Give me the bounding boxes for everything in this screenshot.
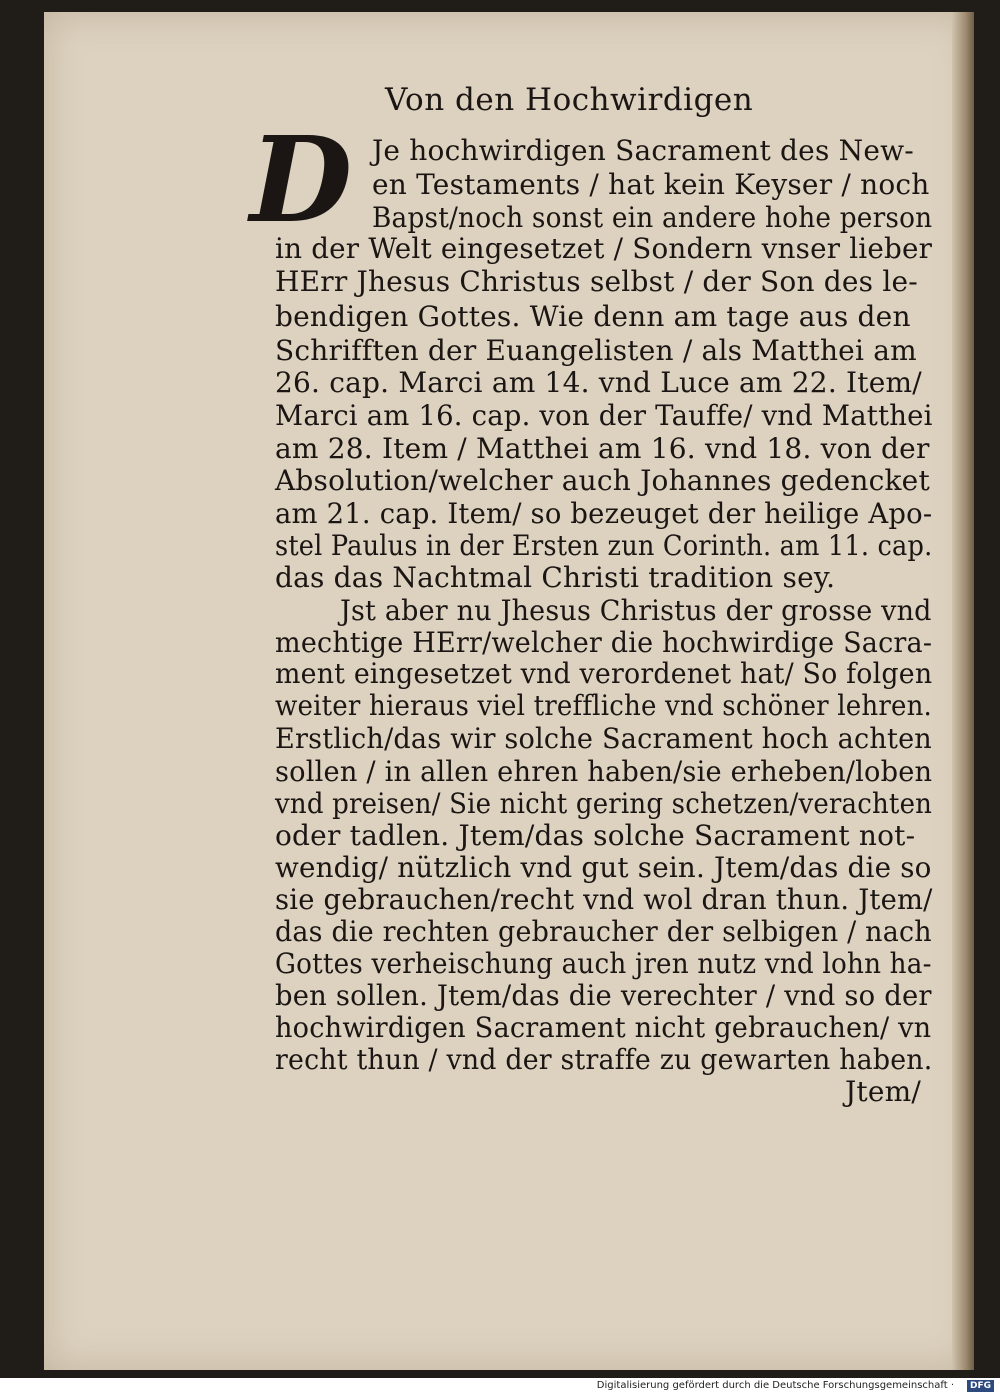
text-line: Absolution/welcher auch Johannes gedencket	[275, 464, 930, 497]
text-line: weiter hieraus viel treffliche vnd schöner lehren.	[275, 689, 933, 722]
text-line: Erstlich/das wir solche Sacrament hoch achten	[275, 722, 932, 755]
text-line: ben sollen. Jtem/das die verechter / vnd so der	[275, 979, 932, 1012]
text-line: en Testaments / hat kein Keyser / noch	[372, 168, 930, 201]
text-line: hochwirdigen Sacrament nicht gebrauchen/ vn	[275, 1011, 932, 1044]
text-line: Bapst/noch sonst ein andere hohe person	[372, 201, 933, 234]
text-line: wendig/ nützlich vnd gut sein. Jtem/das die so	[275, 851, 932, 884]
text-line: in der Welt eingesetzet / Sondern vnser lieber	[275, 232, 933, 265]
digitization-credit: Digitalisierung gefördert durch die Deutsche Forschungsgemeinschaft ·	[596, 1380, 954, 1391]
text-line: recht thun / vnd der straffe zu gewarten haben.	[275, 1043, 933, 1076]
text-line: mechtige HErr/welcher die hochwirdige Sacra-	[275, 626, 933, 659]
text-line: Jst aber nu Jhesus Christus der grosse vnd	[340, 594, 932, 627]
catchword: Jtem/	[845, 1075, 922, 1108]
text-line: Gottes verheischung auch jren nutz vnd lohn ha-	[275, 947, 932, 980]
text-line: bendigen Gottes. Wie denn am tage aus den	[275, 300, 911, 333]
text-line: Je hochwirdigen Sacrament des New-	[372, 134, 914, 167]
text-line: sollen / in allen ehren haben/sie erheben/loben	[275, 755, 933, 788]
dfg-logo: DFG	[967, 1380, 994, 1392]
text-line: Schrifften der Euangelisten / als Matthei am	[275, 334, 917, 367]
text-line: sie gebrauchen/recht vnd wol dran thun. Jtem/	[275, 883, 933, 916]
text-line: ment eingesetzet vnd verordenet hat/ So folgen	[275, 657, 933, 690]
text-line: das das Nachtmal Christi tradition sey.	[275, 561, 836, 594]
text-line: HErr Jhesus Christus selbst / der Son des le-	[275, 265, 918, 298]
text-line: das die rechten gebraucher der selbigen / nach	[275, 915, 932, 948]
text-line: vnd preisen/ Sie nicht gering schetzen/verachten	[275, 787, 933, 820]
text-line: am 21. cap. Item/ so bezeuget der heilige Apo-	[275, 497, 933, 530]
drop-cap-initial: D	[249, 110, 353, 249]
text-line: stel Paulus in der Ersten zun Corinth. am 11. cap.	[275, 529, 933, 562]
text-line: am 28. Item / Matthei am 16. vnd 18. von der	[275, 432, 930, 465]
page-edge-shadow	[952, 12, 974, 1370]
text-line: 26. cap. Marci am 14. vnd Luce am 22. Item/	[275, 366, 922, 399]
text-line: oder tadlen. Jtem/das solche Sacrament not-	[275, 819, 916, 852]
running-head: Von den Hochwirdigen	[385, 82, 754, 118]
text-line: Marci am 16. cap. von der Tauffe/ vnd Matthei	[275, 399, 933, 432]
